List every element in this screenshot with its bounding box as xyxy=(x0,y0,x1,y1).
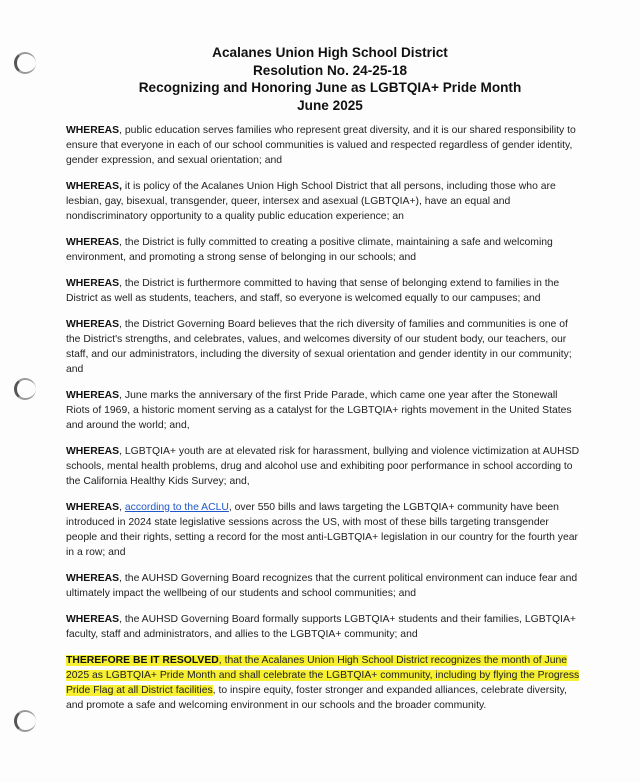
whereas-paragraph xyxy=(66,444,582,489)
whereas-paragraph xyxy=(66,388,582,433)
whereas-keyword: WHEREAS xyxy=(66,125,120,136)
paragraph-text: , public education serves families who represent great diversity, and it is our shared responsibility to ensure that everyone in each of our school communities is valued and respected regardless of gender identity, gender expression, and sexual orientation; and xyxy=(66,125,576,166)
resolved-paragraph xyxy=(66,653,582,713)
resolution-number: Resolution No. 24-25-18 xyxy=(252,62,408,78)
resolved-text: , to inspire equity, foster stronger and expanded alliances, celebrate diversity, and promote a safe and welcoming environment in our schools and the broader community. xyxy=(66,685,567,711)
paragraph-text: , the AUHSD Governing Board formally supports LGBTQIA+ students and their families, LGBTQIA+ faculty, staff and administrators, and allies to the LGBTQIA+ community; and xyxy=(66,614,576,640)
paragraph-text: , over 550 bills and laws targeting the LGBTQIA+ community have been introduced in 2024 state legislative sessions across the US, with most of these bills targeting transgender people and their rights, setting a record for the most anti-LGBTQIA+ legislation in our country for the fourth year in a row; and xyxy=(66,502,579,558)
paragraph-text: , LGBTQIA+ youth are at elevated risk for harassment, bullying and violence victimization at AUHSD schools, mental health problems, drug and alcohol use and exhibiting poor performance in school according to the California Healthy Kids Survey; and, xyxy=(66,446,580,487)
paragraph-text: , the AUHSD Governing Board recognizes that the current political environment can induce fear and ultimately impact the wellbeing of our students and school communities; and xyxy=(66,573,578,599)
whereas-keyword: WHEREAS xyxy=(66,390,120,401)
whereas-keyword: WHEREAS xyxy=(66,319,120,330)
paragraph-text: , June marks the anniversary of the first Pride Parade, which came one year after the Stonewall Riots of 1969, a historic moment serving as a catalyst for the LGBTQIA+ rights movement in the United States and around the world; and, xyxy=(66,390,572,431)
whereas-keyword: WHEREAS xyxy=(66,573,120,584)
hole-punch-mark xyxy=(14,378,36,400)
whereas-keyword: WHEREAS xyxy=(66,237,120,248)
whereas-paragraph xyxy=(66,571,582,601)
resolution-title: Recognizing and Honoring June as LGBTQIA+ Pride Month xyxy=(138,80,522,95)
whereas-keyword: WHEREAS, xyxy=(66,181,122,192)
resolved-keyword: THEREFORE BE IT RESOLVED xyxy=(66,655,219,666)
resolution-date: June 2025 xyxy=(297,97,363,113)
whereas-paragraph xyxy=(66,179,582,224)
whereas-paragraph xyxy=(66,235,582,265)
whereas-paragraph-aclu xyxy=(66,500,582,560)
paragraph-text: , the District is furthermore committed to having that sense of belonging extend to families in the District as well as students, teachers, and staff, so everyone is welcomed equally to our campuses; and xyxy=(66,278,560,304)
hole-punch-mark xyxy=(14,710,36,732)
paragraph-text: , xyxy=(119,502,125,513)
paragraph-text: , the District is fully committed to creating a positive climate, maintaining a safe and welcoming environment, and promoting a strong sense of belonging in our schools; and xyxy=(66,237,553,263)
whereas-paragraph xyxy=(66,612,582,642)
whereas-keyword: WHEREAS xyxy=(66,502,120,513)
district-name: Acalanes Union High School District xyxy=(212,45,448,60)
resolution-header xyxy=(60,44,600,114)
whereas-paragraph xyxy=(66,276,582,306)
whereas-paragraph xyxy=(66,123,582,168)
aclu-link[interactable]: according to the ACLU xyxy=(124,502,229,513)
whereas-keyword: WHEREAS xyxy=(66,278,120,289)
whereas-keyword: WHEREAS xyxy=(66,614,120,625)
whereas-paragraph xyxy=(66,317,582,377)
whereas-keyword: WHEREAS xyxy=(66,446,120,457)
resolution-body xyxy=(66,123,582,724)
resolved-highlighted-text: , that the Acalanes Union High School District recognizes the month of June 2025 as LGBTQIA+ Pride Month and shall celebrate the LGBTQIA+ community, including by flying the Progress Pride Flag at all District facilities xyxy=(66,655,580,696)
paragraph-text: , the District Governing Board believes that the rich diversity of families and communities is one of the District's strengths, and celebrates, values, and welcomes diversity of our student body, our teachers, our staff, and our administrators, including the diversity of sexual orientation and gender identity in our community; and xyxy=(66,319,572,375)
paragraph-text: it is policy of the Acalanes Union High School District that all persons, including those who are lesbian, gay, bisexual, transgender, queer, intersex and asexual (LGBTQIA+), have an equal and nondiscriminatory opportunity to a quality public education experience; an xyxy=(66,181,556,222)
hole-punch-mark xyxy=(14,52,36,74)
